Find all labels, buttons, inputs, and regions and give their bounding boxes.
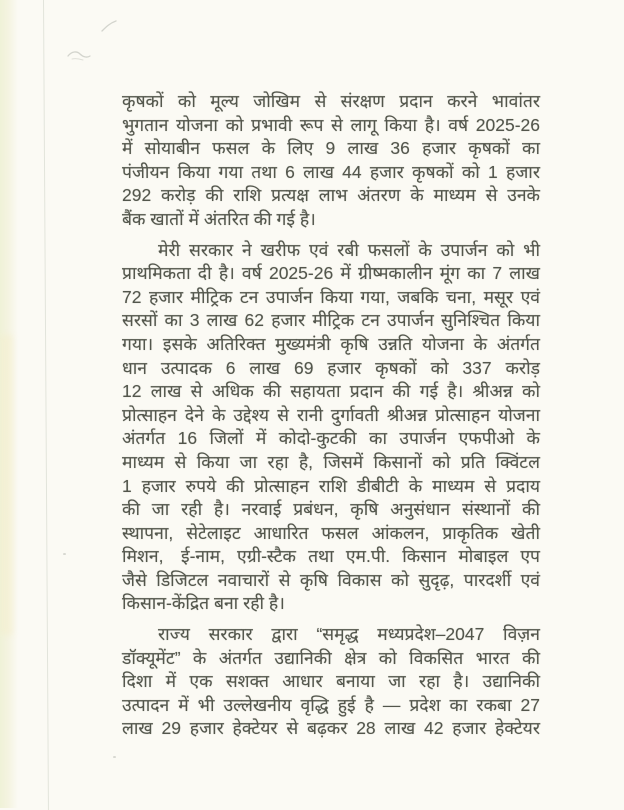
- text-line: 292 करोड़ की राशि प्रत्यक्ष लाभ अंतरण के माध्यम से उनके: [122, 185, 540, 206]
- text-line: दिशा में एक सशक्त आधार बनाया जा रहा है। उद्यानिकी: [122, 671, 540, 692]
- text-line: गया। इसके अतिरिक्त मुख्यमंत्री कृषि उन्नति योजना के अंतर्गत: [122, 333, 540, 354]
- text-line: 1 हजार रुपये की प्रोत्साहन राशि डीबीटी के माध्यम से प्रदाय: [122, 475, 540, 496]
- text-line: प्रोत्साहन देने के उद्देश्य से रानी दुर्गावती श्रीअन्न प्रोत्साहन योजना: [122, 404, 540, 425]
- paragraph: [122, 90, 540, 232]
- text-line: की जा रही है। नरवाई प्रबंधन, कृषि अनुसंधान संस्थानों की: [122, 499, 540, 520]
- pencil-smudge: [66, 47, 92, 62]
- paragraph: [122, 239, 540, 617]
- text-line: सरसों का 3 लाख 62 हजार मीट्रिक टन उपार्जन सुनिश्चित किया: [122, 310, 540, 331]
- text-line: बैंक खातों में अंतरित की गई है।: [122, 208, 316, 229]
- document-text-block: [122, 90, 540, 741]
- scan-speck: [63, 553, 66, 555]
- text-line: डॉक्यूमेंट” के अंतर्गत उद्यानिकी क्षेत्र को विकसित भारत की: [122, 647, 540, 668]
- scan-speck: [113, 756, 116, 758]
- scan-edge-tint-band: [0, 335, 13, 635]
- text-line: भुगतान योजना को प्रभावी रूप से लागू किया है। वर्ष 2025-26: [122, 114, 540, 135]
- text-line: प्राथमिकता दी है। वर्ष 2025-26 में ग्रीष्मकालीन मूंग का 7 लाख: [122, 263, 540, 284]
- text-line: जैसे डिजिटल नवाचारों से कृषि विकास को सुदृढ़, पारदर्शी एवं: [122, 569, 540, 590]
- fold-line: [43, 0, 49, 810]
- text-line: में सोयाबीन फसल के लिए 9 लाख 36 हजार कृषकों का: [122, 138, 540, 159]
- text-line: धान उत्पादक 6 लाख 69 हजार कृषकों को 337 करोड़: [122, 357, 540, 378]
- text-line: मेरी सरकार ने खरीफ एवं रबी फसलों के उपार्जन को भी: [158, 239, 540, 260]
- text-line: राज्य सरकार द्वारा “समृद्ध मध्यप्रदेश–2047 विज़न: [158, 624, 540, 645]
- text-line: लाख 29 हजार हेक्टेयर से बढ़कर 28 लाख 42 हजार हेक्टेयर: [122, 718, 540, 739]
- text-line: कृषकों को मूल्य जोखिम से संरक्षण प्रदान करने भावांतर: [122, 91, 540, 111]
- text-line: माध्यम से किया जा रहा है, जिसमें किसानों को प्रति क्विंटल: [122, 451, 540, 472]
- text-line: अंतर्गत 16 जिलों में कोदो-कुटकी का उपार्जन एफपीओ के: [122, 428, 540, 449]
- text-line: स्थापना, सेटेलाइट आधारित फसल आंकलन, प्राकृतिक खेती: [122, 522, 540, 543]
- text-line: उत्पादन में भी उल्लेखनीय वृद्धि हुई है — प्रदेश का रकबा 27: [122, 694, 540, 715]
- text-line: 12 लाख से अधिक की सहायता प्रदान की गई है। श्रीअन्न को: [122, 381, 540, 402]
- paragraph: [122, 623, 540, 741]
- text-line: पंजीयन किया गया तथा 6 लाख 44 हजार कृषकों को 1 हजार: [122, 161, 540, 182]
- pencil-smudge: [100, 19, 118, 33]
- text-line: 72 हजार मीट्रिक टन उपार्जन किया गया, जबकि चना, मसूर एवं: [122, 286, 540, 307]
- text-line: किसान-केंद्रित बना रही है।: [122, 593, 285, 614]
- text-line: मिशन, ई-नाम, एग्री-स्टैक तथा एम.पी. किसान मोबाइल एप: [122, 546, 540, 567]
